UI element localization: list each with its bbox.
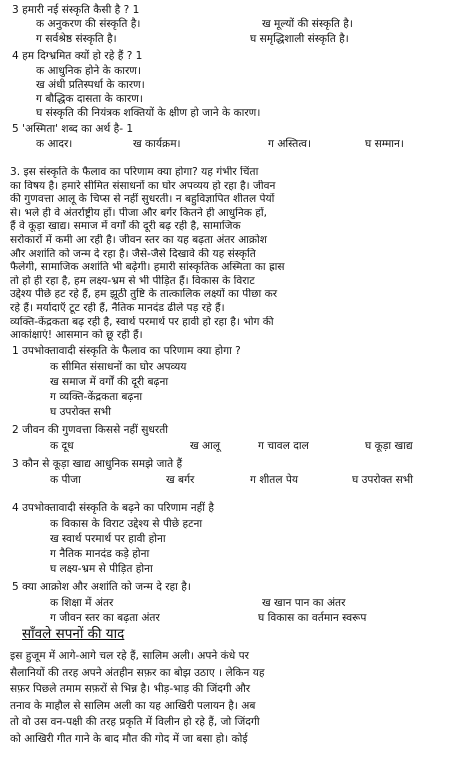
passage-line: को आखिरी गीत गाने के बाद मौत की गोद में जा बसा हो। कोई	[10, 732, 248, 745]
passage-question-5-option-kha: ख खान पान का अंतर	[262, 597, 346, 609]
question-4-option-ga: ग बौद्धिक दासता के कारण।	[36, 93, 143, 105]
section-heading: साँवले सपनों की याद	[22, 626, 125, 642]
passage-3	[10, 166, 464, 343]
passage-question-1-option-ga: ग व्यक्ति-केंद्रकता बढ़ना	[50, 391, 143, 403]
question-4-option-ka: क आधुनिक होने के कारण।	[36, 65, 141, 77]
passage-line: तो हो ही रहा है, हम लक्ष्य-भ्रम से भी पीड़ित हैं। विकास के विराट	[10, 274, 255, 287]
question-4-text: 4 हम दिग्भ्रमित क्यों हो रहे हैं ? 1	[12, 50, 143, 62]
question-4-option-gha: घ संस्कृति की नियंत्रक शक्तियों के क्षीण हो जाने के कारण।	[36, 107, 261, 119]
passage-question-2-option-gha: घ कूड़ा खाद्य	[365, 440, 413, 452]
passage-line: रहे हैं। मर्यादाएँ टूट रही हैं, नैतिक मानदंड ढीले पड़ रहे हैं।	[10, 301, 225, 314]
question-5-option-gha: घ सम्मान।	[365, 138, 404, 150]
passage-line: उद्देश्य पीछे हट रहे हैं, हम झूठी तुष्टि के तात्कालिक लक्ष्यों का पीछा कर	[10, 288, 278, 301]
passage-line: तनाव के माहौल से सालिम अली का यह आखिरी पलायन है। अब	[10, 699, 256, 712]
question-5-text: 5 'अस्मिता' शब्द का अर्थ है- 1	[12, 123, 134, 135]
passage-line: का विषय है। हमारे सीमित संसाधनों का घोर अपव्यय हो रहा है। जीवन	[10, 179, 276, 192]
passage-question-3: 3 कौन से कूड़ा खाद्य आधुनिक समझे जाते हैं	[12, 458, 183, 470]
passage-question-4-option-kha: ख स्वार्थ परमार्थ पर हावी होना	[50, 533, 166, 545]
passage-line: 3. इस संस्कृति के फैलाव का परिणाम क्या होगा? यह गंभीर चिंता	[10, 166, 259, 178]
passage-line: व्यक्ति-केंद्रकता बढ़ रही है, स्वार्थ परमार्थ पर हावी हो रहा है। भोग की	[10, 315, 274, 328]
passage-line: और अशांति को जन्म दे रहा है। जैसे-जैसे दिखावे की यह संस्कृति	[10, 247, 256, 260]
passage-question-1-option-ka: क सीमित संसाधनों का घोर अपव्यय	[50, 361, 187, 373]
question-3-option-kha: ख मूल्यों की संस्कृति है।	[262, 18, 353, 30]
passage-line: आकांक्षाएं! आसमान को छू रही हैं।	[10, 329, 143, 342]
passage-question-4-option-gha: घ लक्ष्य-भ्रम से पीड़ित होना	[50, 563, 153, 575]
passage-question-5-option-gha: घ विकास का वर्तमान स्वरूप	[258, 612, 367, 624]
passage-question-5-option-ka: क शिक्षा में अंतर	[50, 597, 114, 609]
passage-question-1-option-gha: घ उपरोक्त सभी	[50, 406, 111, 418]
question-3-option-ka: क अनुकरण की संस्कृति है।	[36, 18, 141, 30]
question-5-option-kha: ख कार्यक्रम।	[133, 138, 181, 150]
passage-question-4-option-ga: ग नैतिक मानदंड कड़े होना	[50, 548, 150, 560]
passage-question-2-option-ga: ग चावल दाल	[258, 440, 309, 452]
passage-line: से। भले ही वे अंतर्राष्ट्रीय हों। पीजा और बर्गर कितने ही आधुनिक हों,	[10, 206, 268, 219]
passage-question-1-option-kha: ख समाज में वर्गों की दूरी बढ़ना	[50, 376, 169, 388]
passage-question-3-option-ga: ग शीतल पेय	[250, 474, 299, 486]
question-4-option-kha: ख अंधी प्रतिस्पर्धा के कारण।	[36, 79, 145, 91]
passage-line: फैलेगी, सामाजिक अशांति भी बढ़ेगी। हमारी सांस्कृतिक अस्मिता का ह्रास	[10, 261, 285, 274]
passage-question-5: 5 क्या आक्रोश और अशांति को जन्म दे रहा है।	[12, 581, 191, 593]
passage-line: सरोकारों में कमी आ रही है। जीवन स्तर का यह बढ़ता अंतर आक्रोश	[10, 233, 268, 246]
section-2-passage	[10, 648, 464, 748]
passage-line: की गुणवत्ता आलू के चिप्स से नहीं सुधरती। न बहुविज्ञापित शीतल पेयों	[10, 193, 275, 206]
question-5-option-ka: क आदर।	[36, 138, 73, 150]
question-3-option-gha: घ समृद्धिशाली संस्कृति है।	[250, 33, 349, 45]
passage-question-3-option-gha: घ उपरोक्त सभी	[352, 474, 413, 486]
question-3-text: 3 हमारी नई संस्कृति कैसी है ? 1	[12, 4, 140, 16]
passage-line: सैलानियों की तरह अपने अंतहीन सफ़र का बोझ उठाए । लेकिन यह	[10, 666, 265, 679]
question-5-option-ga: ग अस्तित्व।	[268, 138, 312, 150]
passage-question-3-option-ka: क पीजा	[50, 474, 81, 486]
passage-question-3-option-kha: ख बर्गर	[166, 474, 195, 486]
passage-question-2-option-ka: क दूध	[50, 440, 74, 452]
question-3-option-ga: ग सर्वश्रेष्ठ संस्कृति है।	[36, 33, 117, 45]
passage-question-2: 2 जीवन की गुणवत्ता किससे नहीं सुधरती	[12, 424, 169, 436]
passage-question-5-option-ga: ग जीवन स्तर का बढ़ता अंतर	[50, 612, 160, 624]
passage-line: सफ़र पिछले तमाम सफ़रों से भिन्न है। भीड़-भाड़ की जिंदगी और	[10, 683, 251, 696]
passage-line: तो वो उस वन-पक्षी की तरह प्रकृति में विलीन हो रहे हैं, जो जिंदगी	[10, 716, 260, 729]
passage-line: हैं वे कूड़ा खाद्य। समाज में वर्गों की दूरी बढ़ रही है, सामाजिक	[10, 220, 241, 233]
passage-question-2-option-kha: ख आलू	[190, 440, 221, 452]
passage-question-4: 4 उपभोक्तावादी संस्कृति के बढ़ने का परिणाम नहीं है	[12, 502, 214, 514]
passage-line: इस हुजूम में आगे-आगे चल रहे हैं, सालिम अली। अपने कंधे पर	[10, 650, 250, 662]
passage-question-4-option-ka: क विकास के विराट उद्देश्य से पीछे हटना	[50, 518, 203, 530]
passage-question-1: 1 उपभोक्तावादी संस्कृति के फैलाव का परिणाम क्या होगा ?	[12, 345, 241, 357]
